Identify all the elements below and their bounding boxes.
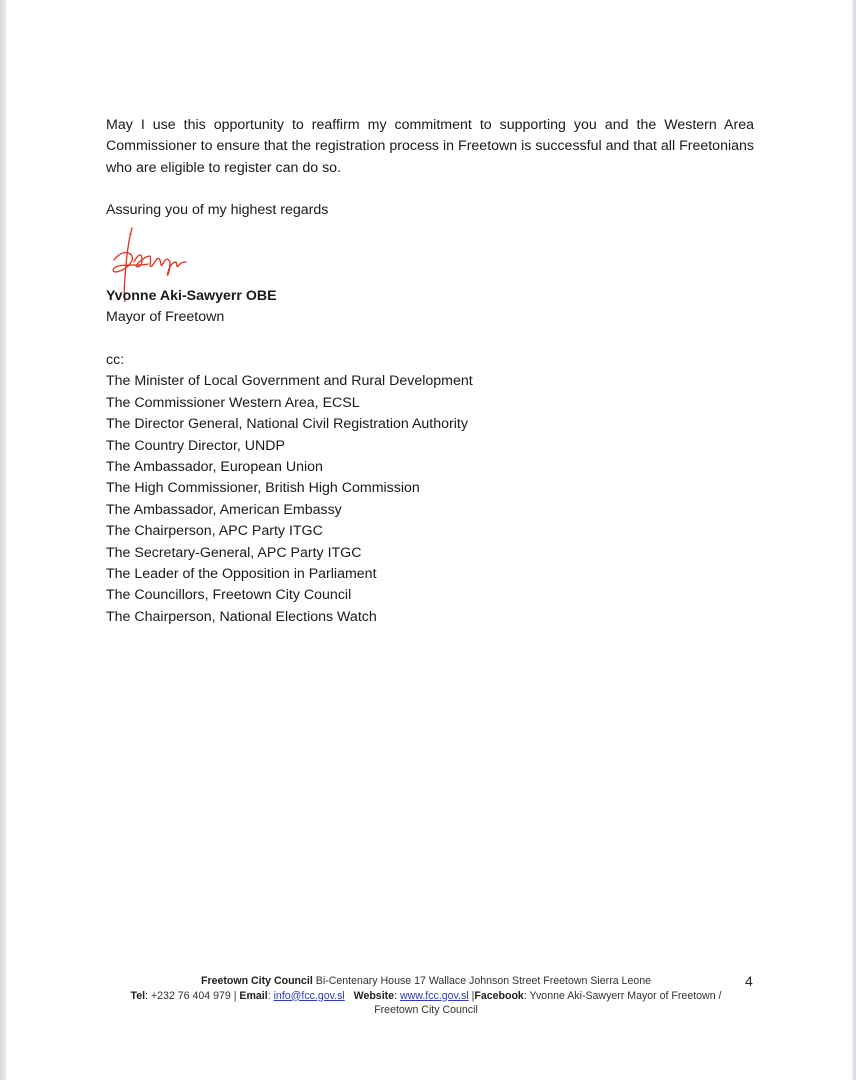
cc-recipient: The Minister of Local Government and Rural Development	[106, 373, 473, 390]
footer-tel-label: Tel	[130, 989, 146, 1002]
footer-org-name: Freetown City Council	[200, 975, 313, 987]
footer-facebook: Yvonne Aki-Sawyerr Mayor of Freetown /	[529, 989, 722, 1002]
footer-contact-line: Tel: +232 76 404 979 | Email: info@fcc.gov.sl Website: www.fcc.gov.sl |Facebook: Yvonne Aki-Sawyerr Mayor of Freetown /	[130, 989, 722, 1002]
footer-facebook-label: Facebook	[474, 989, 524, 1002]
signature-stroke	[113, 253, 148, 272]
letter-page	[106, 0, 754, 1080]
signer-name: Yvonne Aki-Sawyerr OBE	[106, 288, 277, 304]
cc-recipient: The Chairperson, National Elections Watch	[106, 608, 377, 625]
cc-recipient: The Chairperson, APC Party ITGC	[106, 523, 323, 540]
cc-recipient: The Ambassador, American Embassy	[106, 501, 342, 518]
cc-recipient: The Councillors, Freetown City Council	[106, 587, 352, 604]
footer-facebook-continued: Freetown City Council	[374, 1004, 478, 1016]
footer-website-label: Website	[353, 989, 395, 1002]
cc-recipient: The Secretary-General, APC Party ITGC	[106, 544, 362, 561]
cc-recipient: The Ambassador, European Union	[106, 459, 323, 476]
footer-address-line	[116, 974, 736, 989]
closing-paragraph: May I use this opportunity to reaffirm my commitment to supporting you and the Western Area Commissioner to ensure that the registration process in Freetown is successful and that all Freetonians who are eligible to register can do so.	[106, 117, 754, 176]
footer-address: Bi-Centenary House 17 Wallace Johnson Street Freetown Sierra Leone	[315, 975, 652, 987]
letterhead-footer	[116, 974, 736, 1018]
footer-email-link[interactable]: info@fcc.gov.sl	[273, 989, 345, 1002]
cc-recipient: The High Commissioner, British High Commission	[106, 480, 420, 497]
closing-salutation: Assuring you of my highest regards	[106, 202, 329, 218]
footer-website-link[interactable]: www.fcc.gov.sl	[399, 989, 469, 1002]
cc-recipient: The Leader of the Opposition in Parliament	[106, 566, 377, 583]
page-edge-left	[0, 0, 6, 1080]
cc-recipient: The Commissioner Western Area, ECSL	[106, 394, 360, 411]
signer-title: Mayor of Freetown	[106, 309, 225, 325]
page-edge-right	[852, 0, 856, 1080]
footer-email-label: Email	[239, 989, 268, 1002]
cc-recipient: The Director General, National Civil Registration Authority	[106, 416, 468, 433]
cc-list	[106, 350, 473, 628]
cc-label: cc:	[106, 352, 125, 368]
footer-tel: +232 76 404 979	[150, 989, 231, 1002]
cc-recipient: The Country Director, UNDP	[106, 437, 285, 454]
page-number: 4	[745, 973, 753, 989]
